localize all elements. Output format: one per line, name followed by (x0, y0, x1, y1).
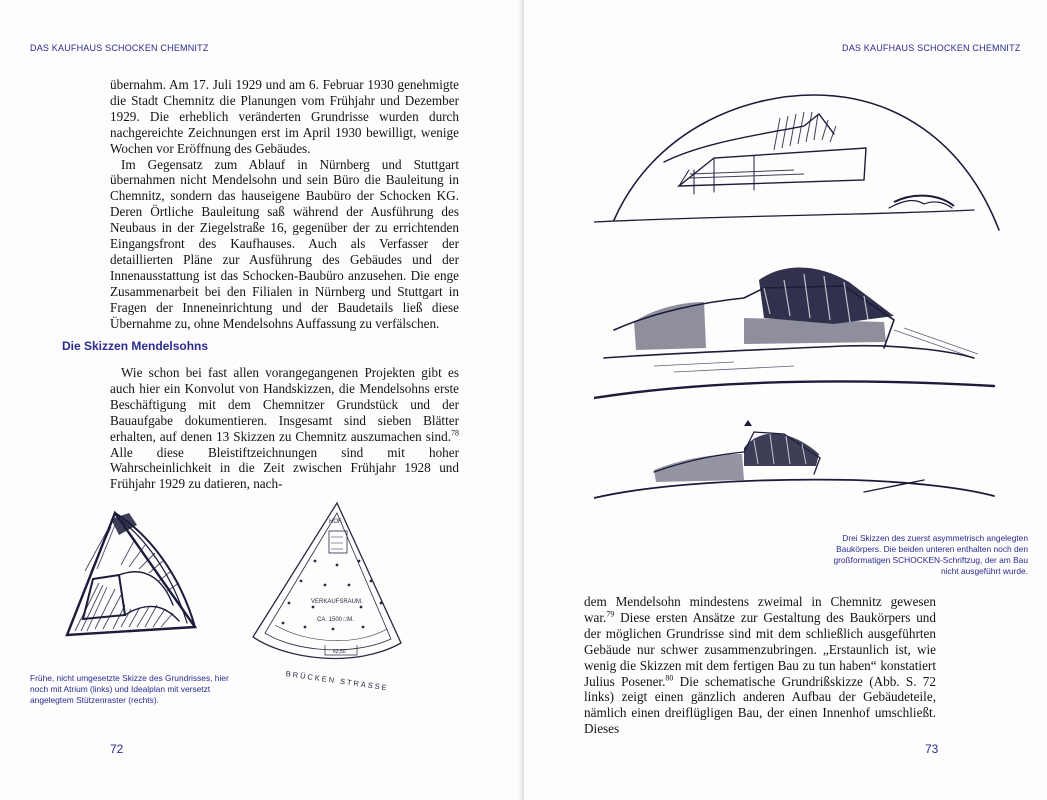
plan-label-street: BRÜCKEN STRASSE (285, 669, 390, 693)
page-number: 72 (110, 742, 124, 756)
footnote-ref: 79 (606, 609, 615, 619)
page-number: 73 (925, 742, 939, 756)
paragraph: Im Gegensatz zum Ablauf in Nürnberg und Stuttgart übernahmen nicht Mendelsohn und sein Büro die Bauleitung in Chemnitz, sondern das hauseigene Baubüro der Schocken KG. Deren Örtliche Bauleitung saß während der Ausführung des Neubaus in der Ziegelstraße 16, gegenüber der zu errichtenden Eingangsfront des Kaufhauses. Auch als Verfasser der detaillierten Pläne zur Ausführung des Gebäudes und der Innenausstattung ist das Schocken-Baubüro anzusehen. Die enge Zusammenarbeit bei den Filialen in Nürnberg und Stuttgart in Fragen der Inneneinrichtung und der Baudetails ließ diese Übernahme zu, ohne Mendelsohns Auffassung zu verfälschen. (110, 156, 459, 331)
right-page (524, 0, 1047, 800)
sketch-low-perspective (594, 418, 1004, 518)
paragraph: Wie schon bei fast allen vorangegangenen Projekten gibt es auch hier ein Konvolut von Handskizzen, die Mendelsohns erste Beschäftigung mit dem Chemnitzer Grundstück und der Bauaufgabe dokumentieren. Insgesamt sind sieben Blätter erhalten, auf denen 13 Skizzen zu Chemnitz auszumachen sind.$^{78}$ Alle diese Bleistiftzeichnungen sind mit hoher Wahrscheinlichkeit in die Zeit zwischen Frühjahr 1928 und Frühjahr 1929 zu datieren, nach- (110, 365, 459, 492)
figure-caption: Frühe, nicht umgesetzte Skizze des Grundrisses, hier noch mit Atrium (links) und Idealplan mit versetzt angelegtem Stützenraster (rechts). (30, 673, 229, 705)
plan-label-hof: HOF. (329, 519, 343, 525)
section-heading: Die Skizzen Mendelsohns (62, 339, 209, 353)
footnote-ref: 80 (665, 673, 674, 683)
body-text (584, 594, 936, 737)
ideal-plan-figure (245, 497, 405, 707)
figure-caption: Drei Skizzen des zuerst asymmetrisch angelegten Baukörpers. Die beiden unteren enthalten noch den großformatigen SCHOCKEN-Schriftzug, der am Bau nicht ausgeführt wurde. (833, 533, 1028, 576)
atrium-sketch-figure (55, 505, 205, 655)
plan-label-verkaufsraum: VERKAUFSRAUM. (311, 599, 363, 605)
sketch-charcoal-perspective (594, 258, 1004, 408)
sketch-dome-perspective (594, 90, 1004, 240)
body-text-bottom (110, 365, 459, 492)
plan-label-area: CA. 1500 □M. (317, 617, 354, 623)
footnote-ref: 78 (451, 428, 459, 438)
paragraph: übernahm. Am 17. Juli 1929 und am 6. Februar 1930 genehmigte die Stadt Chemnitz die Planungen vom Frühjahr und Dezember 1929. Die erheblich veränderten Grundrisse wurden durch nachgereichte Zeichnungen erst im April 1930 bewilligt, wenige Wochen vor Eröffnung des Gebäudes. (110, 77, 459, 156)
plan-label-dimension: 62,50 (333, 649, 346, 655)
paragraph: dem Mendelsohn mindestens zweimal in Chemnitz gewesen war.$^{79}$ Diese ersten Ansätze zur Gestaltung des Baukörpers und der möglichen Grundrisse sind mit dem schließlich ausgeführten Gebäude nur schwer zusammenzubringen. „Erstaunlich ist, wie wenig die Skizzen mit dem fertigen Bau zu tun haben“ konstatiert Julius Posener.$^{80}$ Die schematische Grundrißskizze (Abb. S. 72 links) zeigt einen gänzlich anderen Aufbau der Gebäudeteile, nämlich einen dreiflügligen Bau, der einen Innenhof umschließt. Dieses (584, 594, 936, 737)
left-page (0, 0, 523, 800)
running-header: DAS KAUFHAUS SCHOCKEN CHEMNITZ (842, 43, 1021, 53)
body-text-top (110, 77, 459, 332)
running-header: DAS KAUFHAUS SCHOCKEN CHEMNITZ (30, 43, 209, 53)
